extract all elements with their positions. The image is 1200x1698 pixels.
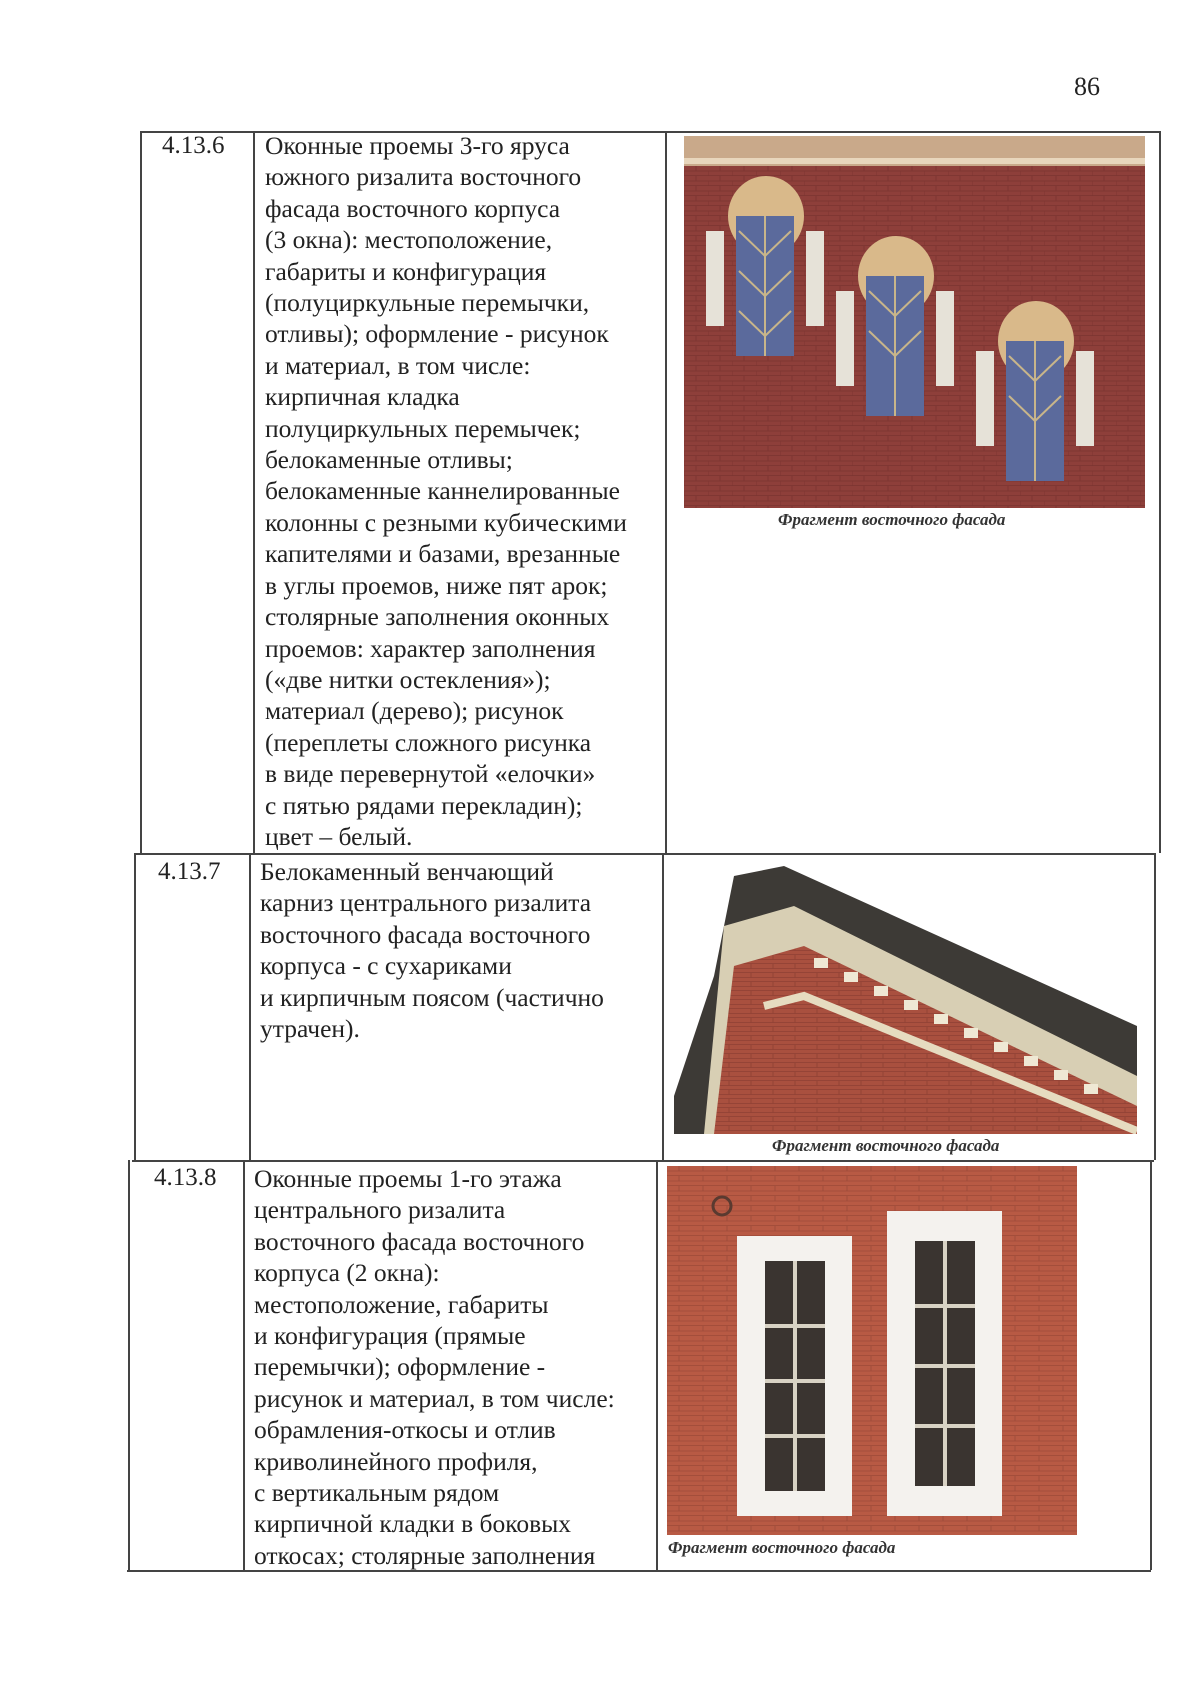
text-line: корпуса - с сухариками [260, 951, 512, 981]
table-border-left [134, 853, 136, 1160]
text-line: капителями и базами, врезанные [265, 539, 621, 569]
column-divider [249, 853, 251, 1160]
text-line: корпуса (2 окна): [254, 1258, 440, 1288]
column-divider [656, 1160, 658, 1570]
row-description [260, 856, 604, 1044]
photo-caption: Фрагмент восточного фасада [772, 1136, 1000, 1155]
photo-rectangular-windows [667, 1166, 1077, 1535]
text-line: белокаменные отливы; [265, 445, 513, 475]
text-line: колонны с резными кубическими [265, 507, 627, 537]
text-line: южного ризалита восточного [265, 162, 582, 192]
text-line: местоположение, габариты [254, 1289, 549, 1319]
text-line: проемов: характер заполнения [265, 633, 596, 663]
column-divider [243, 1160, 245, 1570]
text-line: обрамления-откосы и отлив [254, 1415, 556, 1445]
photo-caption: Фрагмент восточного фасада [778, 510, 1006, 529]
text-line: («две нитки остекления»); [265, 664, 551, 694]
table-border-right [1159, 131, 1161, 853]
text-line: перемычки); оформление - [254, 1352, 546, 1382]
text-line: восточного фасада восточного [260, 919, 591, 949]
text-line: полуциркульных перемычек; [265, 413, 581, 443]
photo-cornice [674, 856, 1137, 1134]
text-line: Оконные проемы 3-го яруса [265, 131, 570, 160]
text-line: Белокаменный венчающий [260, 857, 554, 886]
text-line: откосах; столярные заполнения [254, 1540, 596, 1570]
text-line: отливы); оформление - рисунок [265, 319, 609, 349]
text-line: в углы проемов, ниже пят арок; [265, 570, 608, 600]
row-description [254, 1163, 615, 1571]
column-divider [253, 131, 255, 853]
row-number: 4.13.7 [158, 858, 221, 885]
text-line: белокаменные каннелированные [265, 476, 620, 506]
text-line: и кирпичным поясом (частично [260, 982, 604, 1012]
text-line: материал (дерево); рисунок [265, 696, 564, 726]
text-line: и материал, в том числе: [265, 350, 531, 380]
text-line: (переплеты сложного рисунка [265, 727, 592, 757]
text-line: цвет – белый. [265, 821, 413, 851]
text-line: с пятью рядами перекладин); [265, 790, 583, 820]
text-line: Оконные проемы 1-го этажа [254, 1164, 562, 1193]
text-line: утрачен). [260, 1014, 360, 1044]
row-number: 4.13.6 [162, 132, 225, 159]
photo-arched-windows [684, 136, 1145, 508]
text-line: габариты и конфигурация [265, 256, 547, 286]
text-line: рисунок и материал, в том числе: [254, 1383, 615, 1413]
row-divider [136, 853, 1156, 855]
text-line: кирпичной кладки в боковых [254, 1509, 572, 1539]
text-line: карниз центрального ризалита [260, 888, 592, 918]
text-line: и конфигурация (прямые [254, 1321, 526, 1351]
table-border-left [128, 1160, 130, 1570]
text-line: центрального ризалита [254, 1195, 506, 1225]
text-line: восточного фасада восточного [254, 1226, 585, 1256]
page-number: 86 [1074, 72, 1100, 101]
text-line: фасада восточного корпуса [265, 193, 561, 223]
text-line: (полуциркульные перемычки, [265, 288, 590, 318]
text-line: криволинейного профиля, [254, 1446, 538, 1476]
text-line: в виде перевернутой «елочки» [265, 759, 596, 789]
table-border-right [1154, 853, 1156, 1160]
column-divider [665, 131, 667, 853]
text-line: с вертикальным рядом [254, 1478, 500, 1508]
text-line: (3 окна): местоположение, [265, 225, 553, 255]
row-divider [132, 1160, 1154, 1162]
table-border-left [140, 131, 142, 853]
column-divider [662, 853, 664, 1160]
table-border-right [1150, 1160, 1152, 1570]
text-line: кирпичная кладка [265, 382, 460, 412]
row-number: 4.13.8 [154, 1164, 217, 1191]
photo-caption: Фрагмент восточного фасада [668, 1538, 896, 1557]
row-description [265, 130, 627, 852]
text-line: столярные заполнения оконных [265, 602, 610, 632]
